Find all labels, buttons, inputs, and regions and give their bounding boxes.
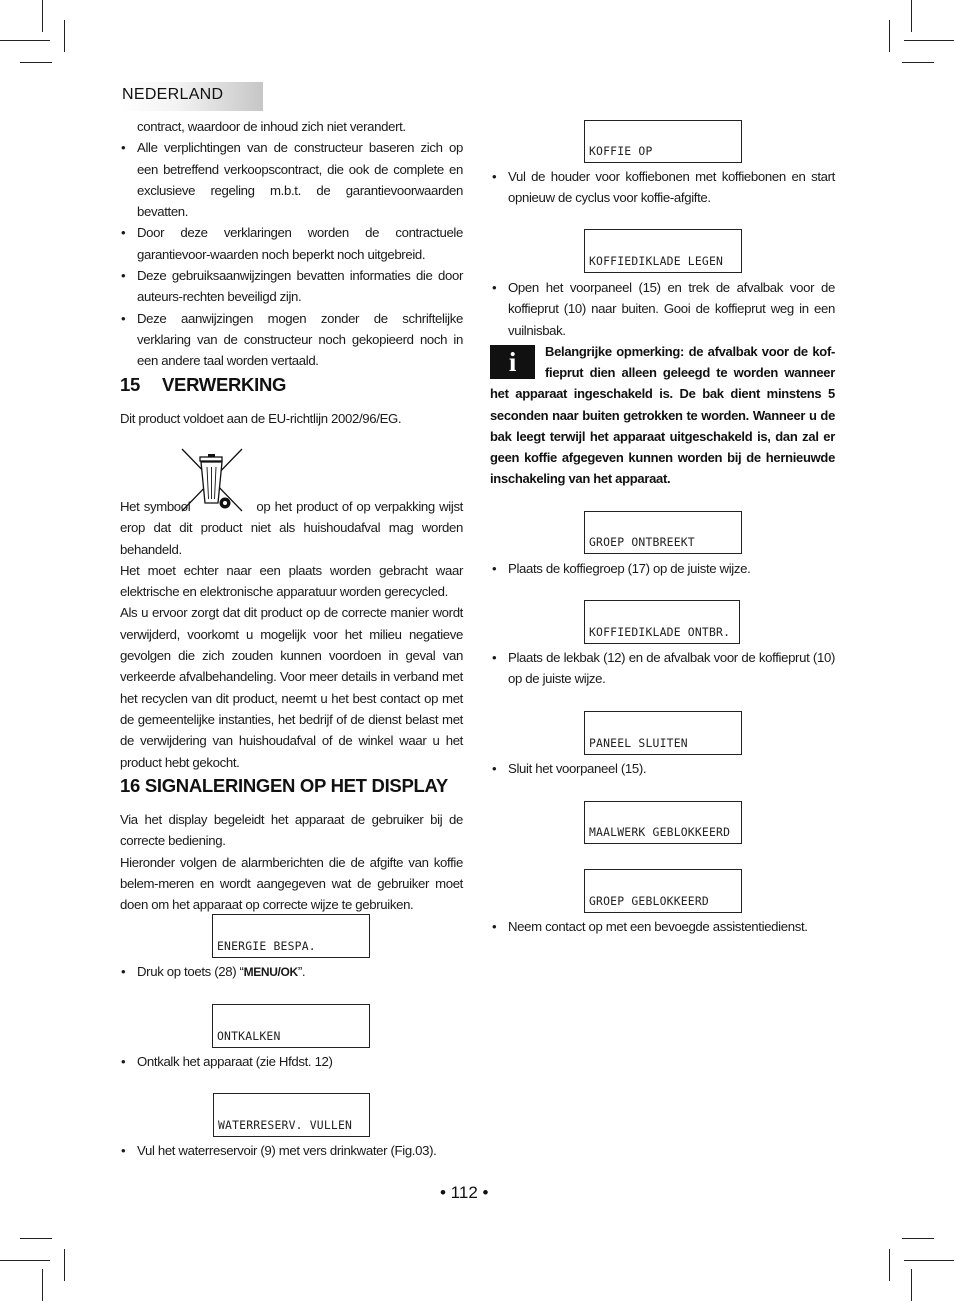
display-message: PANEEL SLUITEN (589, 736, 688, 750)
crop-mark (889, 1249, 890, 1281)
warranty-list (120, 137, 463, 371)
list-item: • Door deze verklaringen worden de contractuele garantievoor-waarden noch beperkt noch uitgebreid. (120, 222, 463, 265)
important-note-text: Belangrijke opmerking: de afvalbak voor de kof-fieprut dien alleen geleegd te worden wanneer het apparaat ingeschakeld is. De bak dient minstens 5 seconden naar buiten getrokken te worden. Wanneer u de bak leegt terwijl het apparaat uitgeschakeld is, dan zal er geen koffie afgegeven kunnen worden bij de hernieuwde inschakeling van het apparaat. (490, 344, 835, 487)
display-message: WATERRESERV. VULLEN (218, 1118, 353, 1132)
display-message: ENERGIE BESPA. (217, 939, 316, 953)
display-message: KOFFIEDIKLADE LEGEN (589, 254, 724, 268)
list-item: • Plaats de lekbak (12) en de afvalbak voor de koffieprut (10) op de juiste wijze. (491, 647, 835, 690)
language-tag (120, 82, 263, 111)
crop-mark (64, 1249, 65, 1281)
section-16-body (120, 809, 463, 915)
section-15-paragraph: Het moet echter naar een plaats worden gebracht waar elektrische en elektronische apparatuur worden gerecycled. (120, 562, 463, 600)
section-15-intro: Dit product voldoet aan de EU-richtlijn 2002/96/EG. (120, 411, 402, 426)
display-message-box (584, 511, 742, 554)
crop-mark (904, 1260, 954, 1261)
info-icon: i (490, 345, 535, 379)
display-message-box (212, 1004, 370, 1048)
display-message-box (584, 711, 742, 755)
display-message-box (584, 229, 742, 273)
display-message-box (212, 914, 370, 958)
crop-mark (0, 40, 50, 41)
section-15-body (120, 496, 463, 773)
display-message: GROEP GEBLOKKEERD (589, 894, 709, 908)
menu-ok-key-label: MENU/OK (243, 965, 298, 979)
list-item: • Deze gebruiksaanwijzingen bevatten informaties die door auteurs-rechten beveiligd zijn. (120, 265, 463, 308)
display-message: KOFFIEDIKLADE ONTBR. (589, 625, 731, 639)
crop-mark (889, 20, 890, 52)
important-note (490, 341, 835, 489)
crop-mark (0, 1260, 50, 1261)
display-message-box (584, 120, 742, 163)
display-message-box (213, 1093, 370, 1137)
section-title: VERWERKING (161, 374, 287, 395)
list-item: • Plaats de koffiegroep (17) op de juiste wijze. (491, 558, 835, 579)
display-message-box (584, 869, 742, 913)
section-15-paragraph: Als u ervoor zorgt dat dit product op de correcte manier wordt verwijderd, voorkomt u mogelijk voor het milieu negatieve gevolgen die zich zouden kunnen voordoen in geval van verkeerde afvalbehandeling. Voor meer details in verband met het recyclen van dit product, neemt u het best contact op met de gemeentelijke instanties, het bedrijf of de dienst belast met de verwijdering van huishoudafval of de winkel waar u het product hebt gekocht. (120, 605, 463, 770)
crop-mark (904, 40, 954, 41)
display-message-box (584, 801, 742, 844)
section-16-paragraph: Hieronder volgen de alarmberichten die de afgifte van koffie belem-meren en wordt aangegeven wat de gebruiker moet doen om het apparaat op correcte wijze te gebruiken. (120, 854, 463, 913)
crop-mark (64, 20, 65, 52)
list-item: • Vul de houder voor koffiebonen met koffiebonen en start opnieuw de cyclus voor koffie-afgifte. (491, 166, 835, 209)
crop-mark (42, 0, 43, 32)
list-item: • Druk op toets (28) “MENU/OK”. (120, 961, 463, 983)
list-item: • Neem contact op met een bevoegde assistentiedienst. (491, 916, 835, 937)
crop-mark (902, 1238, 934, 1239)
display-message-box (584, 600, 740, 644)
crop-mark (20, 1238, 52, 1239)
crop-mark (911, 0, 912, 32)
warranty-text (120, 116, 463, 372)
display-message: GROEP ONTBREEKT (589, 535, 695, 549)
list-item: • Sluit het voorpaneel (15). (491, 758, 835, 779)
section-16-heading: 16 SIGNALERINGEN OP HET DISPLAY (120, 775, 448, 796)
display-message: KOFFIE OP (589, 144, 653, 158)
section-15-heading (120, 374, 286, 396)
crop-mark (20, 62, 52, 63)
page-number: • 112 • (440, 1183, 489, 1202)
symbol-text-before: Het symbool (120, 499, 191, 514)
crop-mark (911, 1269, 912, 1301)
section-16-paragraph: Via het display begeleidt het apparaat de gebruiker bij de correcte bediening. (120, 812, 463, 849)
list-item: • Alle verplichtingen van de constructeur baseren zich op een betreffend verkoopscontract, die ook de complete en exclusieve regeling m.b.t. de garantievoorwaarden bevatten. (120, 137, 463, 222)
list-item: • Ontkalk het apparaat (zie Hfdst. 12) (120, 1051, 463, 1072)
display-message: ONTKALKEN (217, 1029, 281, 1043)
list-item: • Deze aanwijzingen mogen zonder de schriftelijke verklaring van de constructeur noch gekopieerd noch in een andere taal worden vertaald. (120, 308, 463, 372)
display-message: MAALWERK GEBLOKKEERD (589, 825, 731, 839)
section-number: 15 (120, 374, 140, 395)
list-item: • Vul het waterreservoir (9) met vers drinkwater (Fig.03). (120, 1140, 463, 1161)
crop-mark (42, 1269, 43, 1301)
continuation-text: contract, waardoor de inhoud zich niet verandert. (137, 119, 406, 134)
crop-mark (902, 62, 934, 63)
list-item: • Open het voorpaneel (15) en trek de afvalbak voor de koffieprut (10) naar buiten. Gooi de koffieprut weg in een vuilnisbak. (491, 277, 835, 341)
symbol-text-after: op het product of op verpakking wijst erop dat dit product niet als huishoudafval mag worden behandeld. (120, 499, 463, 557)
language-tag-label: NEDERLAND (122, 86, 224, 103)
